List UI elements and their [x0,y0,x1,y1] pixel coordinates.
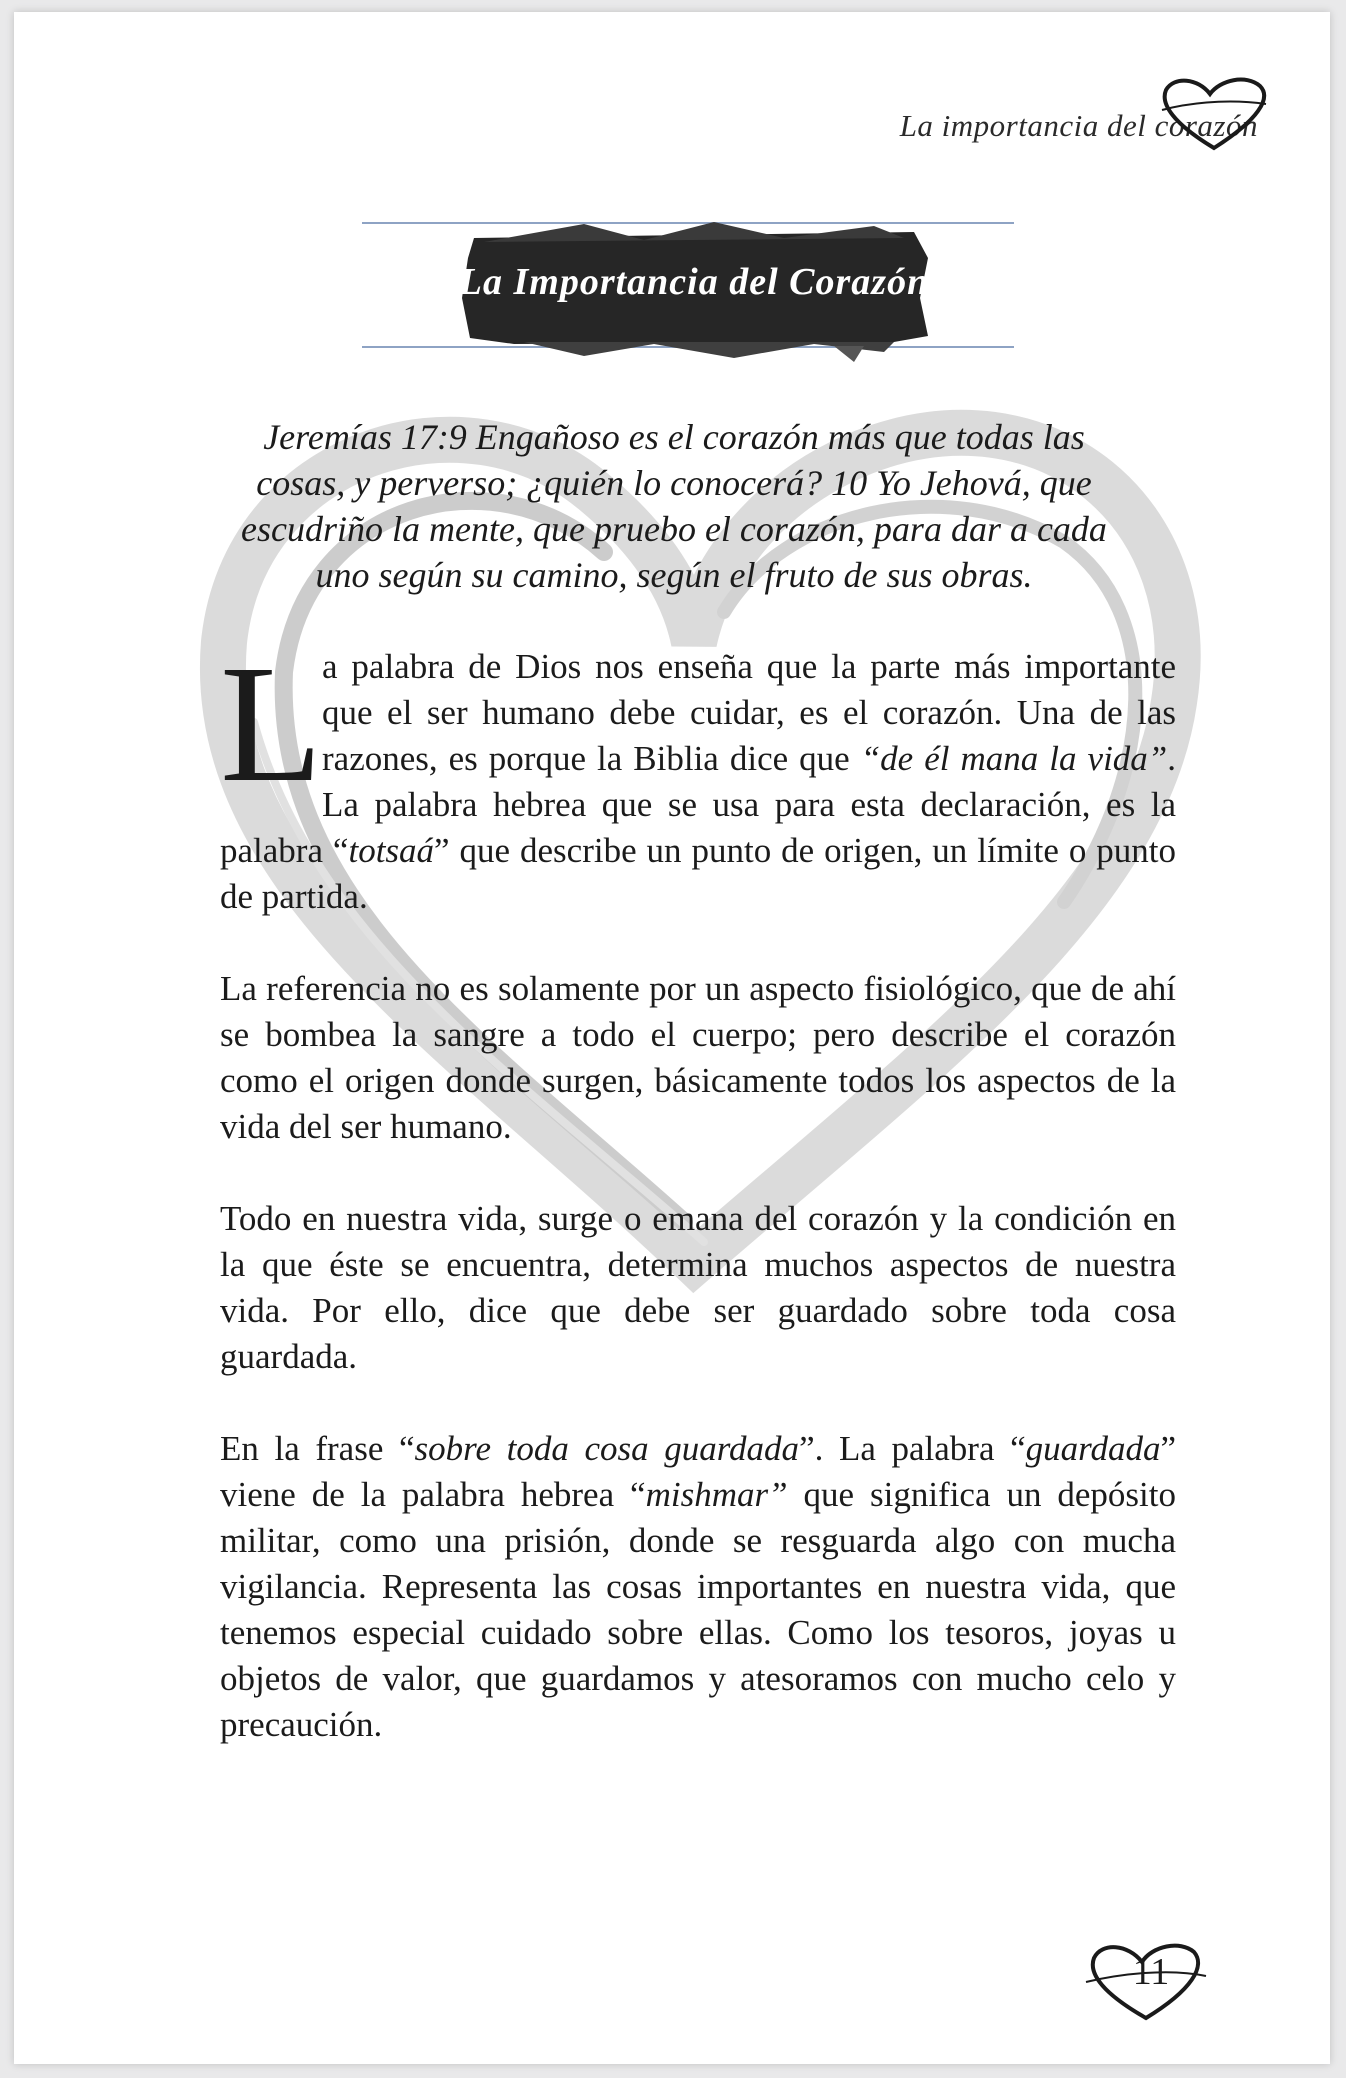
drop-cap: L [220,631,323,817]
epigraph-verse: Jeremías 17:9 Engañoso es el corazón más que todas las cosas, y perverso; ¿quién lo conocerá? 10 Yo Jehová, que escudriño la mente, que pruebo el corazón, para dar a cada uno según su camino, según el fruto de sus obras. [241,417,1107,595]
paragraph-2: La referencia no es solamente por un aspecto fisiológico, que de ahí se bombea la sangre a todo el cuerpo; pero describe el corazón como el origen donde surgen, básicamente todos los aspectos de la vida del ser humano. [220,969,1176,1146]
body-text [220,631,1177,1794]
running-head: La importancia del corazón [899,108,1258,143]
paragraph-1: La palabra de Dios nos enseña que la parte más importante que el ser humano debe cuidar, es el corazón. Una de las razones, es porque la Biblia dice que “de él mana la vida”. La palabra hebrea que se usa para esta declaración, es la palabra “totsaá” que describe un punto de origen, un límite o punto de partida. [220,631,1177,916]
page-number: 11 [1132,1951,1170,1993]
paragraph-4: En la frase “sobre toda cosa guardada”. La palabra “guardada” viene de la palabra hebrea “mishmar” que significa un depósito militar, como una prisión, donde se resguarda algo con mucha vigilancia. Representa las cosas importantes en nuestra vida, que tenemos especial cuidado sobre ellas. Como los tesoros, joyas u objetos de valor, que guardamos y atesoramos con mucho celo y precaución. [220,1429,1176,1744]
chapter-title: La Importancia del Corazón [458,261,930,303]
paragraph-3: Todo en nuestra vida, surge o emana del corazón y la condición en la que éste se encuentra, determina muchos aspectos de nuestra vida. Por ello, dice que debe ser guardado sobre toda cosa guardada. [220,1199,1176,1376]
book-page [14,12,1330,2064]
heart-icon [1154,74,1274,154]
